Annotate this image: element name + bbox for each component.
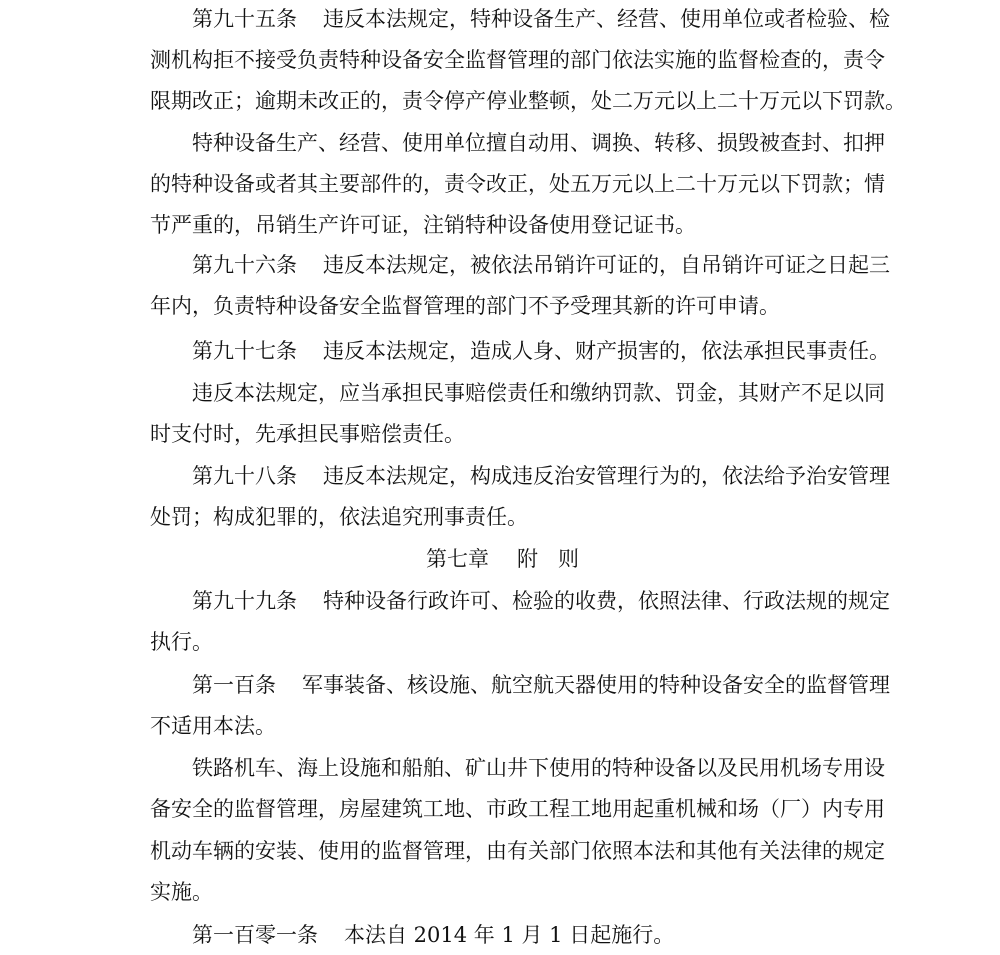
chapter-number: 第七章 — [426, 547, 489, 571]
article-100-number: 第一百条 — [192, 673, 276, 697]
article-95-text-1: 违反本法规定，特种设备生产、经营、使用单位或者检验、检 — [323, 7, 890, 31]
article-98-line-2: 处罚；构成犯罪的，依法追究刑事责任。 — [150, 505, 528, 529]
article-97-text-1: 违反本法规定，造成人身、财产损害的，依法承担民事责任。 — [323, 339, 890, 363]
article-98-line-1 — [192, 457, 890, 495]
article-99-number: 第九十九条 — [192, 589, 297, 613]
article-95-line-1 — [192, 0, 890, 38]
article-100-para-2-line-4: 实施。 — [150, 880, 213, 904]
article-95-line-2: 测机构拒不接受负责特种设备安全监督管理的部门依法实施的监督检查的，责令 — [150, 48, 885, 72]
article-100-line-1 — [192, 666, 890, 704]
chapter-title-char-1: 附 — [517, 547, 538, 571]
article-98-text-1: 违反本法规定，构成违反治安管理行为的，依法给予治安管理 — [323, 464, 890, 488]
article-95-line-3: 限期改正；逾期未改正的，责令停产停业整顿，处二万元以上二十万元以下罚款。 — [150, 89, 906, 113]
article-96-line-2: 年内，负责特种设备安全监督管理的部门不予受理其新的许可申请。 — [150, 294, 780, 318]
article-97-number: 第九十七条 — [192, 339, 297, 363]
article-97-para-2-line-2: 时支付时，先承担民事赔偿责任。 — [150, 422, 465, 446]
article-98-number: 第九十八条 — [192, 464, 297, 488]
chapter-title-char-2: 则 — [558, 547, 579, 571]
article-100-para-2-line-1: 铁路机车、海上设施和船舶、矿山井下使用的特种设备以及民用机场专用设 — [192, 756, 885, 780]
article-100-para-2-line-3: 机动车辆的安装、使用的监督管理，由有关部门依照本法和其他有关法律的规定 — [150, 839, 885, 863]
article-100-line-2: 不适用本法。 — [150, 714, 276, 738]
article-100-para-2-line-2: 备安全的监督管理，房屋建筑工地、市政工程工地用起重机械和场（厂）内专用 — [150, 797, 885, 821]
article-97-para-2-line-1: 违反本法规定，应当承担民事赔偿责任和缴纳罚款、罚金，其财产不足以同 — [192, 381, 885, 405]
article-101-line-1 — [192, 916, 855, 954]
article-95-para-2-line-1: 特种设备生产、经营、使用单位擅自动用、调换、转移、损毁被查封、扣押 — [192, 131, 885, 155]
article-95-number: 第九十五条 — [192, 7, 297, 31]
article-99-text-1: 特种设备行政许可、检验的收费，依照法律、行政法规的规定 — [323, 589, 890, 613]
article-101-text-1: 本法自 2014 年 1 月 1 日起施行。 — [344, 923, 675, 947]
article-101-number: 第一百零一条 — [192, 923, 318, 947]
article-100-text-1: 军事装备、核设施、航空航天器使用的特种设备安全的监督管理 — [302, 673, 890, 697]
article-99-line-2: 执行。 — [150, 630, 213, 654]
article-99-line-1 — [192, 582, 890, 620]
article-95-para-2-line-3: 节严重的，吊销生产许可证，注销特种设备使用登记证书。 — [150, 213, 696, 237]
article-97-line-1 — [192, 332, 890, 370]
chapter-heading — [150, 540, 855, 578]
article-96-number: 第九十六条 — [192, 253, 297, 277]
article-96-text-1: 违反本法规定，被依法吊销许可证的，自吊销许可证之日起三 — [323, 253, 890, 277]
article-96-line-1 — [192, 246, 890, 284]
article-95-para-2-line-2: 的特种设备或者其主要部件的，责令改正，处五万元以上二十万元以下罚款；情 — [150, 172, 885, 196]
